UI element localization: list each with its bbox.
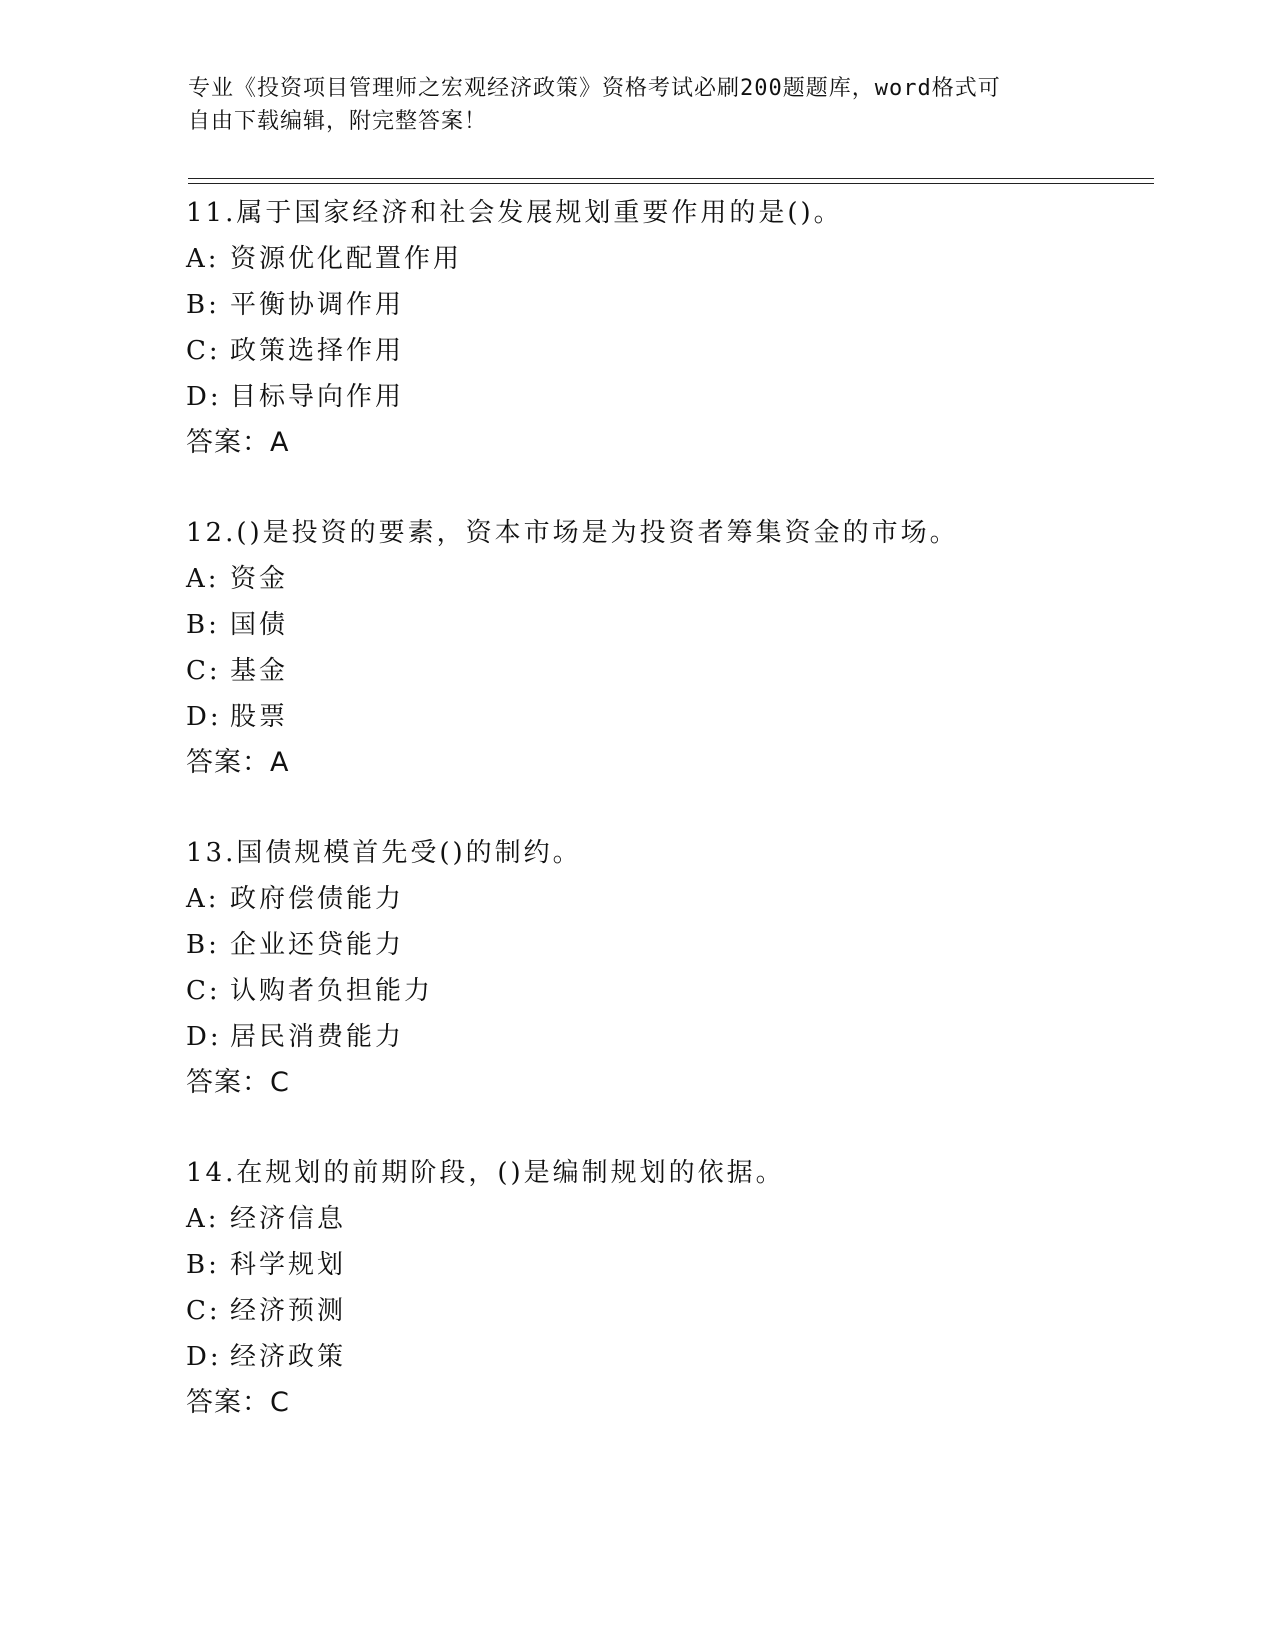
option-d <box>186 374 1146 420</box>
option-letter: D: <box>186 702 222 732</box>
header-line-1: 专业《投资项目管理师之宏观经济政策》资格考试必刷200题题库，word格式可 <box>188 76 1001 101</box>
option-d <box>186 694 1146 740</box>
option-text: 认购者负担能力 <box>230 976 434 1006</box>
header-line-2: 自由下载编辑，附完整答案！ <box>188 109 488 134</box>
option-letter: C: <box>186 1296 221 1326</box>
option-letter: D: <box>186 382 222 412</box>
answer-line: 答案：A <box>186 747 290 778</box>
option-b <box>186 1242 1146 1288</box>
option-letter: C: <box>186 336 221 366</box>
answer-line: 答案：A <box>186 427 290 458</box>
option-letter: C: <box>186 656 221 686</box>
option-letter: A: <box>186 884 220 914</box>
option-letter: B: <box>186 1250 220 1280</box>
option-letter: A: <box>186 564 220 594</box>
option-letter: D: <box>186 1022 222 1052</box>
option-text: 股票 <box>230 702 289 732</box>
option-a <box>186 1196 1146 1242</box>
option-text: 企业还贷能力 <box>230 930 405 960</box>
option-c <box>186 328 1146 374</box>
question-stem: 12.()是投资的要素，资本市场是为投资者筹集资金的市场。 <box>186 518 959 548</box>
option-letter: B: <box>186 290 220 320</box>
option-letter: B: <box>186 930 220 960</box>
question-stem: 13.国债规模首先受()的制约。 <box>186 838 582 868</box>
question-block <box>186 830 1146 1106</box>
option-letter: A: <box>186 1204 220 1234</box>
option-text: 基金 <box>230 656 289 686</box>
option-letter: A: <box>186 244 220 274</box>
header-divider-top <box>188 178 1154 179</box>
option-text: 经济预测 <box>230 1296 347 1326</box>
option-c <box>186 1288 1146 1334</box>
option-text: 经济信息 <box>230 1204 347 1234</box>
option-letter: D: <box>186 1342 222 1372</box>
question-block <box>186 1150 1146 1426</box>
option-text: 居民消费能力 <box>230 1022 405 1052</box>
option-text: 资源优化配置作用 <box>230 244 463 274</box>
question-block <box>186 190 1146 466</box>
question-block <box>186 510 1146 786</box>
option-a <box>186 236 1146 282</box>
answer-line: 答案：C <box>186 1067 290 1098</box>
option-b <box>186 922 1146 968</box>
option-text: 政策选择作用 <box>230 336 405 366</box>
option-c <box>186 968 1146 1014</box>
option-letter: C: <box>186 976 221 1006</box>
option-text: 国债 <box>230 610 289 640</box>
option-b <box>186 602 1146 648</box>
option-c <box>186 648 1146 694</box>
option-b <box>186 282 1146 328</box>
option-d <box>186 1334 1146 1380</box>
option-d <box>186 1014 1146 1060</box>
option-letter: B: <box>186 610 220 640</box>
option-a <box>186 556 1146 602</box>
option-text: 资金 <box>230 564 289 594</box>
question-stem: 14.在规划的前期阶段，()是编制规划的依据。 <box>186 1158 785 1188</box>
question-stem: 11.属于国家经济和社会发展规划重要作用的是()。 <box>186 198 843 228</box>
option-text: 政府偿债能力 <box>230 884 405 914</box>
option-a <box>186 876 1146 922</box>
document-header <box>188 72 1088 138</box>
option-text: 经济政策 <box>230 1342 347 1372</box>
header-divider-bottom <box>188 183 1154 184</box>
option-text: 科学规划 <box>230 1250 347 1280</box>
option-text: 平衡协调作用 <box>230 290 405 320</box>
option-text: 目标导向作用 <box>230 382 405 412</box>
answer-line: 答案：C <box>186 1387 290 1418</box>
